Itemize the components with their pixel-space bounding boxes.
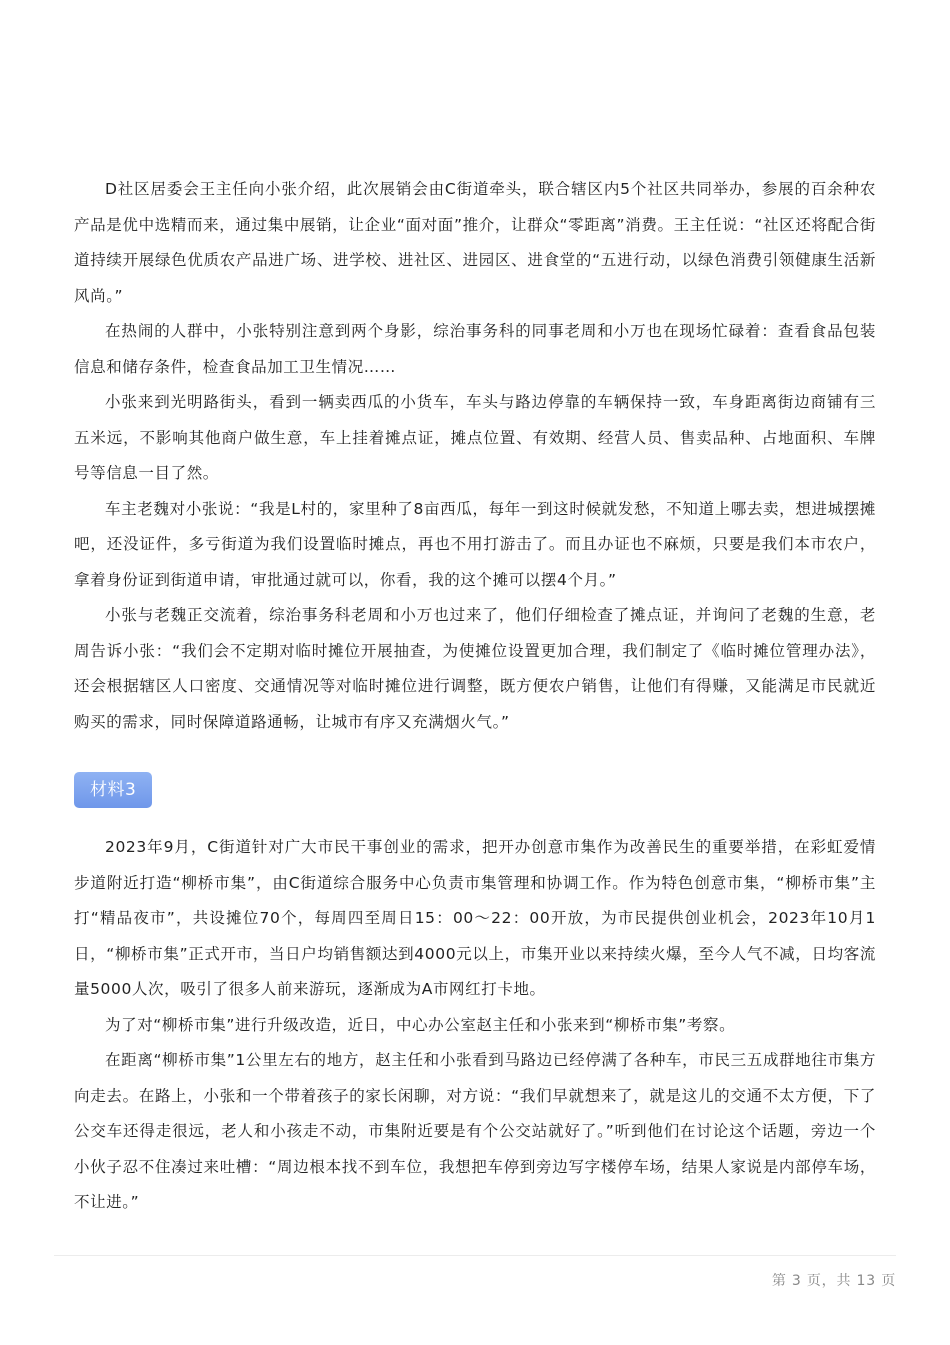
paragraph: 2023年9月，C街道针对广大市民干事创业的需求，把开办创意市集作为改善民生的重要举措，在彩虹爱情步道附近打造“柳桥市集”，由C街道综合服务中心负责市集管理和协调工作。作为特色创意市集，“柳桥市集”主打“精品夜市”，共设摊位70个，每周四至周日15：00～22：00开放，为市民提供创业机会，2023年10月1日，“柳桥市集”正式开市，当日户均销售额达到4000元以上，市集开业以来持续火爆，至今人气不减，日均客流量5000人次，吸引了很多人前来游玩，逐渐成为A市网红打卡地。 bbox=[74, 838, 876, 998]
paragraph: 小张来到光明路街头，看到一辆卖西瓜的小货车，车头与路边停靠的车辆保持一致，车身距离街边商铺有三五米远，不影响其他商户做生意，车上挂着摊点证，摊点位置、有效期、经营人员、售卖品种、占地面积、车牌号等信息一目了然。 bbox=[74, 393, 876, 482]
section-2 bbox=[74, 830, 876, 1221]
paragraph: D社区居委会王主任向小张介绍，此次展销会由C街道牵头，联合辖区内5个社区共同举办，参展的百余种农产品是优中选精而来，通过集中展销，让企业“面对面”推介，让群众“零距离”消费。王主任说：“社区还将配合街道持续开展绿色优质农产品进广场、进学校、进社区、进园区、进食堂的“五进行动，以绿色消费引领健康生活新风尚。” bbox=[74, 180, 876, 305]
paragraph: 车主老魏对小张说：“我是L村的，家里种了8亩西瓜，每年一到这时候就发愁，不知道上哪去卖，想进城摆摊吧，还没证件，多亏街道为我们设置临时摊点，再也不用打游击了。而且办证也不麻烦，只要是我们本市农户，拿着身份证到街道申请，审批通过就可以，你看，我的这个摊可以摆4个月。” bbox=[74, 499, 876, 589]
material-3-tag: 材料3 bbox=[74, 772, 152, 808]
page-number: 第 3 页，共 13 页 bbox=[771, 1273, 896, 1289]
section-1 bbox=[74, 172, 876, 740]
paragraph: 为了对“柳桥市集”进行升级改造，近日，中心办公室赵主任和小张来到“柳桥市集”考察。 bbox=[105, 1015, 736, 1034]
paragraph: 在距离“柳桥市集”1公里左右的地方，赵主任和小张看到马路边已经停满了各种车，市民三五成群地往市集方向走去。在路上，小张和一个带着孩子的家长闲聊，对方说：“我们早就想来了，就是这儿的交通不太方便，下了公交车还得走很远，老人和小孩走不动，市集附近要是有个公交站就好了。”听到他们在讨论这个话题，旁边一个小伙子忍不住凑过来吐槽：“周边根本找不到车位，我想把车停到旁边写字楼停车场，结果人家说是内部停车场，不让进。” bbox=[74, 1051, 876, 1211]
paragraph: 在热闹的人群中，小张特别注意到两个身影，综治事务科的同事老周和小万也在现场忙碌着：查看食品包装信息和储存条件，检查食品加工卫生情况…… bbox=[74, 322, 876, 376]
paragraph: 小张与老魏正交流着，综治事务科老周和小万也过来了，他们仔细检查了摊点证，并询问了老魏的生意，老周告诉小张：“我们会不定期对临时摊位开展抽查，为使摊位设置更加合理，我们制定了《临时摊位管理办法》，还会根据辖区人口密度、交通情况等对临时摊位进行调整，既方便农户销售，让他们有得赚，又能满足市民就近购买的需求，同时保障道路通畅，让城市有序又充满烟火气。” bbox=[74, 606, 876, 731]
footer-divider bbox=[54, 1255, 896, 1256]
document-body bbox=[74, 172, 876, 1221]
